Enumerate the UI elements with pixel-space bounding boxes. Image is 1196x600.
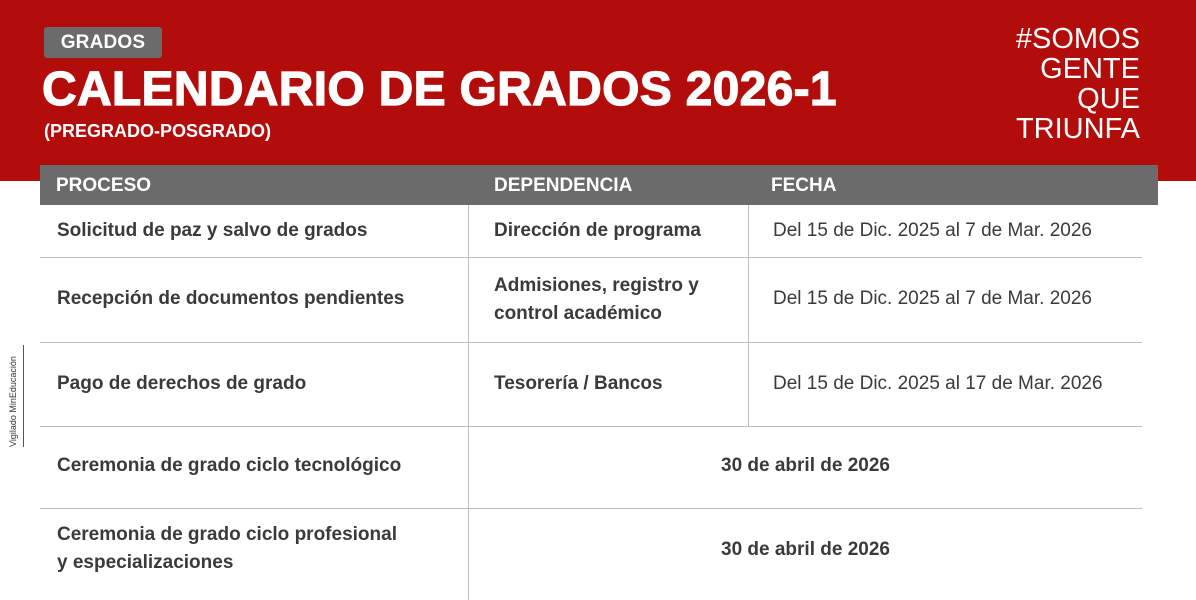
cell-line: Admisiones, registro y bbox=[494, 275, 699, 296]
cell-proceso: Pago de derechos de grado bbox=[57, 373, 307, 394]
cell-proceso: Solicitud de paz y salvo de grados bbox=[57, 220, 368, 241]
row-divider bbox=[40, 426, 1142, 427]
column-header-proceso: PROCESO bbox=[56, 175, 152, 196]
cell-line: control académico bbox=[494, 303, 662, 324]
page-title: CALENDARIO DE GRADOS 2026-1 bbox=[42, 63, 837, 116]
column-divider bbox=[748, 205, 749, 426]
cell-fecha: 30 de abril de 2026 bbox=[721, 539, 890, 560]
slogan bbox=[1016, 24, 1140, 144]
cell-line: y especializaciones bbox=[57, 552, 234, 573]
table-header bbox=[40, 165, 1158, 205]
cell-line: Ceremonia de grado ciclo profesional bbox=[57, 524, 397, 545]
slogan-line: GENTE bbox=[1040, 53, 1140, 85]
slogan-line: TRIUNFA bbox=[1015, 113, 1140, 145]
row-divider bbox=[40, 342, 1142, 343]
cell-proceso: Recepción de documentos pendientes bbox=[57, 288, 405, 309]
cell-dependencia: Tesorería / Bancos bbox=[494, 373, 663, 394]
column-header-dependencia: DEPENDENCIA bbox=[494, 175, 633, 196]
slogan-line: #SOMOS bbox=[1015, 23, 1140, 55]
cell-dependencia: Dirección de programa bbox=[494, 220, 701, 241]
side-note: Vigilado MinEducación bbox=[8, 356, 18, 447]
cell-dependencia bbox=[494, 272, 699, 328]
page-subtitle: (PREGRADO-POSGRADO) bbox=[44, 121, 272, 141]
cell-fecha: 30 de abril de 2026 bbox=[721, 455, 890, 476]
section-badge: GRADOS bbox=[44, 27, 162, 58]
side-note-divider bbox=[23, 345, 24, 447]
row-divider bbox=[40, 257, 1142, 258]
cell-proceso: Ceremonia de grado ciclo tecnológico bbox=[57, 455, 402, 476]
cell-fecha: Del 15 de Dic. 2025 al 7 de Mar. 2026 bbox=[773, 220, 1092, 241]
column-header-fecha: FECHA bbox=[771, 175, 837, 196]
slogan-line: QUE bbox=[1077, 83, 1140, 115]
row-divider bbox=[40, 508, 1142, 509]
cell-fecha: Del 15 de Dic. 2025 al 17 de Mar. 2026 bbox=[773, 373, 1103, 394]
cell-proceso bbox=[57, 521, 397, 577]
cell-fecha: Del 15 de Dic. 2025 al 7 de Mar. 2026 bbox=[773, 288, 1092, 309]
